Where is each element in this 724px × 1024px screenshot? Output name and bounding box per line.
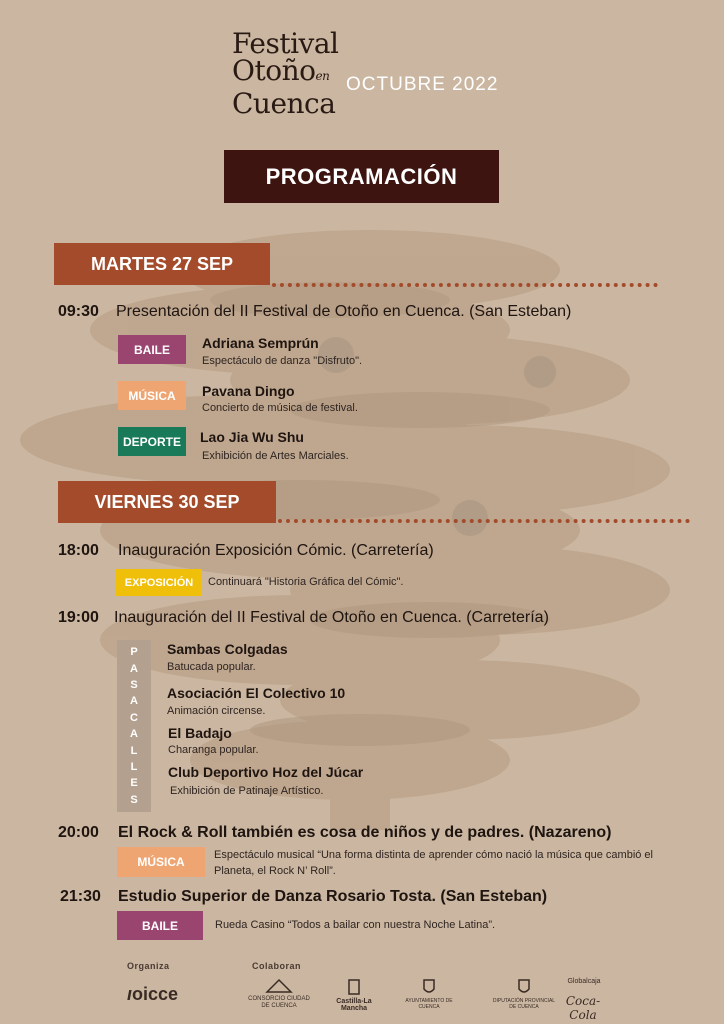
act-desc: Exhibición de Artes Marciales. [202, 450, 349, 462]
tag-baile: BAILE [117, 911, 203, 940]
slot-time: 21:30 [60, 888, 101, 905]
tag-deporte: DEPORTE [118, 427, 186, 456]
slot-title: Inauguración del II Festival de Otoño en Cuenca. (Carretería) [114, 609, 549, 626]
logo-coca-cola [558, 994, 608, 1022]
slot-title: Presentación del II Festival de Otoño en Cuenca. (San Esteban) [116, 303, 572, 320]
slot-time: 19:00 [58, 609, 99, 626]
tag-exposicion: EXPOSICIÓN [116, 569, 202, 596]
slot-title: Inauguración Exposición Cómic. (Carretería) [118, 542, 434, 559]
act-desc: Charanga popular. [168, 744, 259, 756]
logo-text: AYUNTAMIENTO DE CUENCA [405, 998, 453, 1010]
act-name: Club Deportivo Hoz del Júcar [168, 764, 364, 780]
month-label: OCTUBRE 2022 [346, 74, 499, 95]
act-desc: Animación circense. [167, 705, 266, 717]
act-desc: Espectáculo musical “Una forma distinta de aprender cómo nació la música que cambió el Planeta, el Rock N’ Roll”. [214, 849, 653, 877]
slot-title: Estudio Superior de Danza Rosario Tosta. (San Esteban) [118, 888, 548, 905]
day-divider [278, 519, 690, 523]
tag-baile: BAILE [118, 335, 186, 364]
pasacalles-letter: S [130, 678, 138, 691]
organizer-logo-mark: ı [127, 984, 133, 1004]
act-desc: Batucada popular. [167, 661, 256, 673]
slot-time: 20:00 [58, 824, 99, 841]
slot-title: El Rock & Roll también es cosa de niños y de padres. (Nazareno) [118, 824, 612, 841]
festival-logo [232, 27, 339, 120]
logo-ayuntamiento [398, 978, 460, 1010]
tag-musica: MÚSICA [118, 381, 186, 410]
act-name: Lao Jia Wu Shu [200, 429, 304, 445]
act-name: Asociación El Colectivo 10 [167, 685, 346, 701]
pasacalles-letter: C [130, 711, 138, 724]
colaboran-label: Colaboran [252, 961, 302, 971]
slot-time: 09:30 [58, 303, 99, 320]
pasacalles-letter: A [130, 662, 138, 675]
pasacalles-letter: S [130, 793, 138, 806]
act-name: Sambas Colgadas [167, 641, 288, 657]
logo-en: en [315, 69, 330, 83]
crest-icon [347, 978, 361, 996]
pasacalles-letter: P [130, 646, 138, 659]
logo-text: DIPUTACIÓN PROVINCIAL DE CUENCA [492, 998, 556, 1010]
organizer-logo-text: oicce [132, 984, 179, 1004]
logo-globalcaja [562, 978, 606, 985]
organizer-logo [127, 984, 178, 1005]
pasacalles-letter: E [130, 777, 138, 790]
slot-time: 18:00 [58, 542, 99, 559]
pasacalles-letter: A [130, 695, 138, 708]
logo-text: CONSORCIO CIUDAD DE CUENCA [248, 996, 310, 1009]
day-banner-martes: MARTES 27 SEP [54, 243, 270, 285]
pasacalles-label [117, 640, 151, 812]
organiza-label: Organiza [127, 961, 170, 971]
act-name: El Badajo [168, 725, 232, 741]
act-desc: Concierto de música de festival. [202, 402, 358, 414]
pasacalles-letter: L [130, 744, 138, 757]
act-name: Pavana Dingo [202, 383, 295, 399]
act-name: Adriana Semprún [202, 335, 319, 351]
building-icon [265, 978, 293, 994]
act-desc: Rueda Casino “Todos a bailar con nuestra Noche Latina”. [215, 919, 496, 931]
logo-line-3: Cuenca [232, 87, 336, 120]
logo-text: Castilla-La Mancha [336, 998, 372, 1012]
logo-diputacion [490, 978, 558, 1010]
act-desc: Continuará "Historia Gráfica del Cómic". [208, 576, 404, 588]
act-desc: Exhibición de Patinaje Artístico. [170, 785, 324, 797]
crest-icon [517, 978, 531, 996]
day-banner-viernes: VIERNES 30 SEP [58, 481, 276, 523]
logo-line-1: Festival [232, 27, 339, 60]
pasacalles-letter: A [130, 728, 138, 741]
day-divider [272, 283, 658, 287]
act-desc: Espectáculo de danza "Disfruto". [202, 355, 363, 367]
logo-line-2: Otoño [232, 54, 316, 87]
tag-musica: MÚSICA [117, 847, 205, 877]
logo-castilla-la-mancha [326, 978, 382, 1012]
logo-text: Globalcaja [567, 978, 601, 985]
logo-consorcio [246, 978, 312, 1010]
pasacalles-letter: L [130, 760, 138, 773]
logo-text: Coca-Cola [565, 994, 601, 1022]
programacion-banner: PROGRAMACIÓN [224, 150, 499, 203]
crest-icon [422, 978, 436, 996]
